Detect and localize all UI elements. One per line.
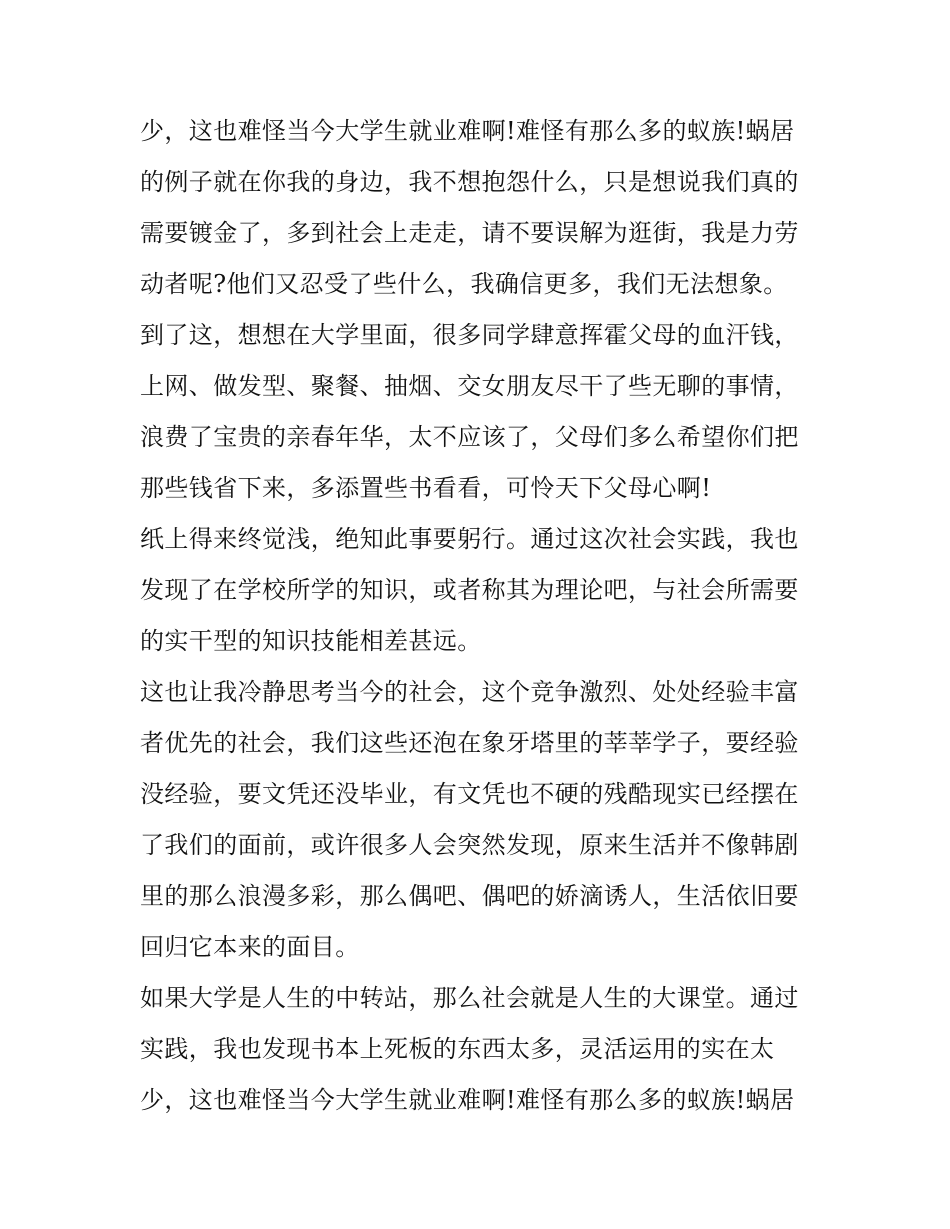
text-line: 的实干型的知识技能相差甚远。 xyxy=(140,627,482,655)
document-body xyxy=(140,106,820,1126)
text-line: 少，这也难怪当今大学生就业难啊!难怪有那么多的蚁族!蜗居 xyxy=(140,1086,795,1114)
text-line: 需要镀金了，多到社会上走走，请不要误解为逛街，我是力劳 xyxy=(140,219,799,247)
text-line: 实践，我也发现书本上死板的东西太多，灵活运用的实在太 xyxy=(140,1035,775,1063)
text-line: 纸上得来终觉浅，绝知此事要躬行。通过这次社会实践，我也 xyxy=(140,525,799,553)
text-line: 的例子就在你我的身边，我不想抱怨什么，只是想说我们真的 xyxy=(140,168,799,196)
text-line: 到了这，想想在大学里面，很多同学肆意挥霍父母的血汗钱， xyxy=(140,321,799,349)
text-line: 里的那么浪漫多彩，那么偶吧、偶吧的娇滴诱人，生活依旧要 xyxy=(140,882,799,910)
text-line: 没经验，要文凭还没毕业，有文凭也不硬的残酷现实已经摆在 xyxy=(140,780,799,808)
text-line: 浪费了宝贵的亲春年华，太不应该了，父母们多么希望你们把 xyxy=(140,423,799,451)
text-line: 发现了在学校所学的知识，或者称其为理论吧，与社会所需要 xyxy=(140,576,799,604)
text-line: 如果大学是人生的中转站，那么社会就是人生的大课堂。通过 xyxy=(140,984,799,1012)
text-line: 回归它本来的面目。 xyxy=(140,933,360,961)
text-line: 这也让我冷静思考当今的社会，这个竞争激烈、处处经验丰富 xyxy=(140,678,799,706)
text-line: 者优先的社会，我们这些还泡在象牙塔里的莘莘学子，要经验 xyxy=(140,729,799,757)
text-line: 上网、做发型、聚餐、抽烟、交女朋友尽干了些无聊的事情， xyxy=(140,372,799,400)
text-line: 动者呢?他们又忍受了些什么，我确信更多，我们无法想象。 xyxy=(140,270,788,298)
text-line: 了我们的面前，或许很多人会突然发现，原来生活并不像韩剧 xyxy=(140,831,799,859)
text-line: 那些钱省下来，多添置些书看看，可怜天下父母心啊! xyxy=(140,474,712,502)
text-line: 少，这也难怪当今大学生就业难啊!难怪有那么多的蚁族!蜗居 xyxy=(140,117,795,145)
